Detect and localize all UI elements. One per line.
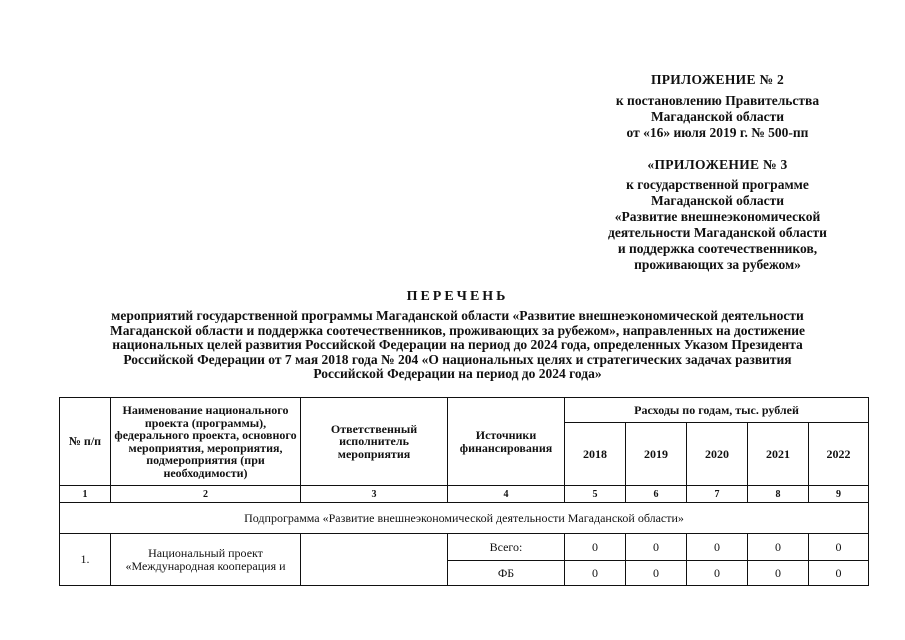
header-source: Источники финансирования [448, 398, 565, 486]
header-expenses: Расходы по годам, тыс. рублей [565, 398, 869, 423]
row-value: 0 [626, 534, 687, 561]
row-source: ФБ [448, 561, 565, 586]
appendix-3-line: деятельности Магаданской области [608, 225, 827, 240]
row-value: 0 [565, 534, 626, 561]
row-value: 0 [809, 534, 869, 561]
header-year: 2018 [565, 423, 626, 486]
column-numbers-row [60, 486, 869, 503]
row-value: 0 [626, 561, 687, 586]
document-subtitle-line: Российской Федерации на период до 2024 года» [313, 366, 602, 381]
column-number: 2 [111, 486, 301, 503]
appendix-2-block [590, 72, 845, 141]
column-number: 6 [626, 486, 687, 503]
header-year: 2021 [748, 423, 809, 486]
row-executor [301, 534, 448, 586]
header-name: Наименование национального проекта (программы), федерального проекта, основного мероприятия, мероприятия, подмероприятия (при необходимости) [111, 398, 301, 486]
column-number: 7 [687, 486, 748, 503]
appendix-2-line: Магаданской области [650, 109, 785, 124]
row-value: 0 [748, 534, 809, 561]
document-subtitle [40, 309, 875, 382]
row-value: 0 [809, 561, 869, 586]
row-source: Всего: [448, 534, 565, 561]
appendix-3-line: к государственной программе [626, 177, 809, 192]
appendix-2-line: от «16» июля 2019 г. № 500-пп [626, 125, 809, 140]
appendix-2-heading: ПРИЛОЖЕНИЕ № 2 [650, 72, 785, 87]
document-subtitle-line: мероприятий государственной программы Магаданской области «Развитие внешнеэкономической деятельности [111, 308, 804, 323]
row-value: 0 [748, 561, 809, 586]
row-value: 0 [565, 561, 626, 586]
row-name-line: Национальный проект [148, 545, 263, 560]
activities-table [59, 397, 869, 586]
column-number: 8 [748, 486, 809, 503]
appendix-3-line: Магаданской области [650, 193, 785, 208]
appendix-2-line: к постановлению Правительства [615, 93, 820, 108]
subprogram-row [60, 503, 869, 534]
header-executor: Ответственный исполнитель мероприятия [301, 398, 448, 486]
table-header-row [60, 398, 869, 423]
row-name [111, 534, 301, 586]
appendix-3-block [590, 157, 845, 273]
document-title-block [40, 288, 875, 382]
row-name-line: «Международная кооперация и [125, 558, 286, 573]
header-year: 2020 [687, 423, 748, 486]
column-number: 3 [301, 486, 448, 503]
table-row [60, 534, 869, 561]
document-title: ПЕРЕЧЕНЬ [406, 289, 509, 304]
appendix-3-line: и поддержка соотечественников, [617, 241, 818, 256]
row-value: 0 [687, 561, 748, 586]
header-number: № п/п [60, 398, 111, 486]
column-number: 1 [60, 486, 111, 503]
column-number: 4 [448, 486, 565, 503]
document-subtitle-line: национальных целей развития Российской Федерации на период до 2024 года, определенных Указом Президента [112, 337, 803, 352]
document-subtitle-line: Магаданской области и поддержка соотечественников, проживающих за рубежом», направленных на достижение [110, 322, 805, 338]
column-number: 9 [809, 486, 869, 503]
header-year: 2019 [626, 423, 687, 486]
header-year: 2022 [809, 423, 869, 486]
appendix-3-heading: «ПРИЛОЖЕНИЕ № 3 [647, 157, 788, 172]
appendix-3-line: проживающих за рубежом» [634, 257, 801, 272]
column-number: 5 [565, 486, 626, 503]
appendix-3-line: «Развитие внешнеэкономической [614, 209, 821, 224]
document-subtitle-line: Российской Федерации от 7 мая 2018 года № 204 «О национальных целях и стратегических задачах развития [123, 351, 792, 367]
row-value: 0 [687, 534, 748, 561]
subprogram-title: Подпрограмма «Развитие внешнеэкономической деятельности Магаданской области» [60, 503, 869, 534]
row-number: 1. [60, 534, 111, 586]
